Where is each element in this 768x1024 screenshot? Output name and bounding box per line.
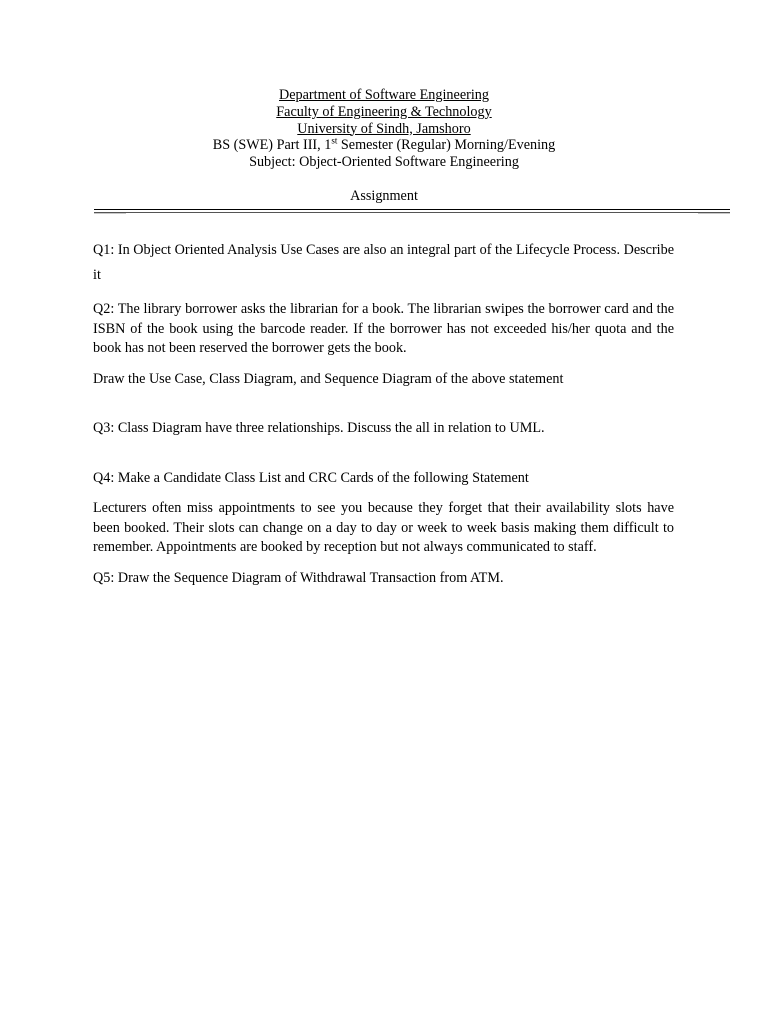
question-5: Q5: Draw the Sequence Diagram of Withdrawal Transaction from ATM. [93,569,504,586]
header-divider-top [94,209,730,210]
question-1: Q1: In Object Oriented Analysis Use Cases are also an integral part of the Lifecycle Process. Describe it [93,242,674,283]
questions-body [93,238,674,588]
program-suffix: Semester (Regular) Morning/Evening [337,137,556,154]
question-3: Q3: Class Diagram have three relationships. Discuss the all in relation to UML. [93,420,545,436]
header-divider-bottom [94,212,730,213]
program-superscript: st [331,135,338,146]
question-2-task: Draw the Use Case, Class Diagram, and Sequence Diagram of the above statement [93,370,564,387]
question-4: Q4: Make a Candidate Class List and CRC Cards of the following Statement [93,469,529,486]
department-name: Department of Software Engineering [279,87,489,103]
program-line [0,137,768,154]
program-prefix: BS (SWE) Part III, 1 [212,137,332,154]
question-2: Q2: The library borrower asks the librarian for a book. The librarian swipes the borrower card and the ISBN of the book using the barcode reader. If the borrower has not exceeded his/her quota and the book has not been reserved the borrower gets the book. [93,301,674,356]
assignment-title: Assignment [350,188,418,204]
document-header [0,87,768,171]
university-name: University of Sindh, Jamshoro [297,120,471,137]
subject-line: Subject: Object-Oriented Software Engineering [249,154,519,171]
question-4-statement: Lecturers often miss appointments to see you because they forget that their availability slots have been booked. Their slots can change on a day to day or week to week basis making them difficult to remember. Appointments are booked by reception but not always communicated to staff. [93,500,674,555]
faculty-name: Faculty of Engineering & Technology [276,103,492,120]
